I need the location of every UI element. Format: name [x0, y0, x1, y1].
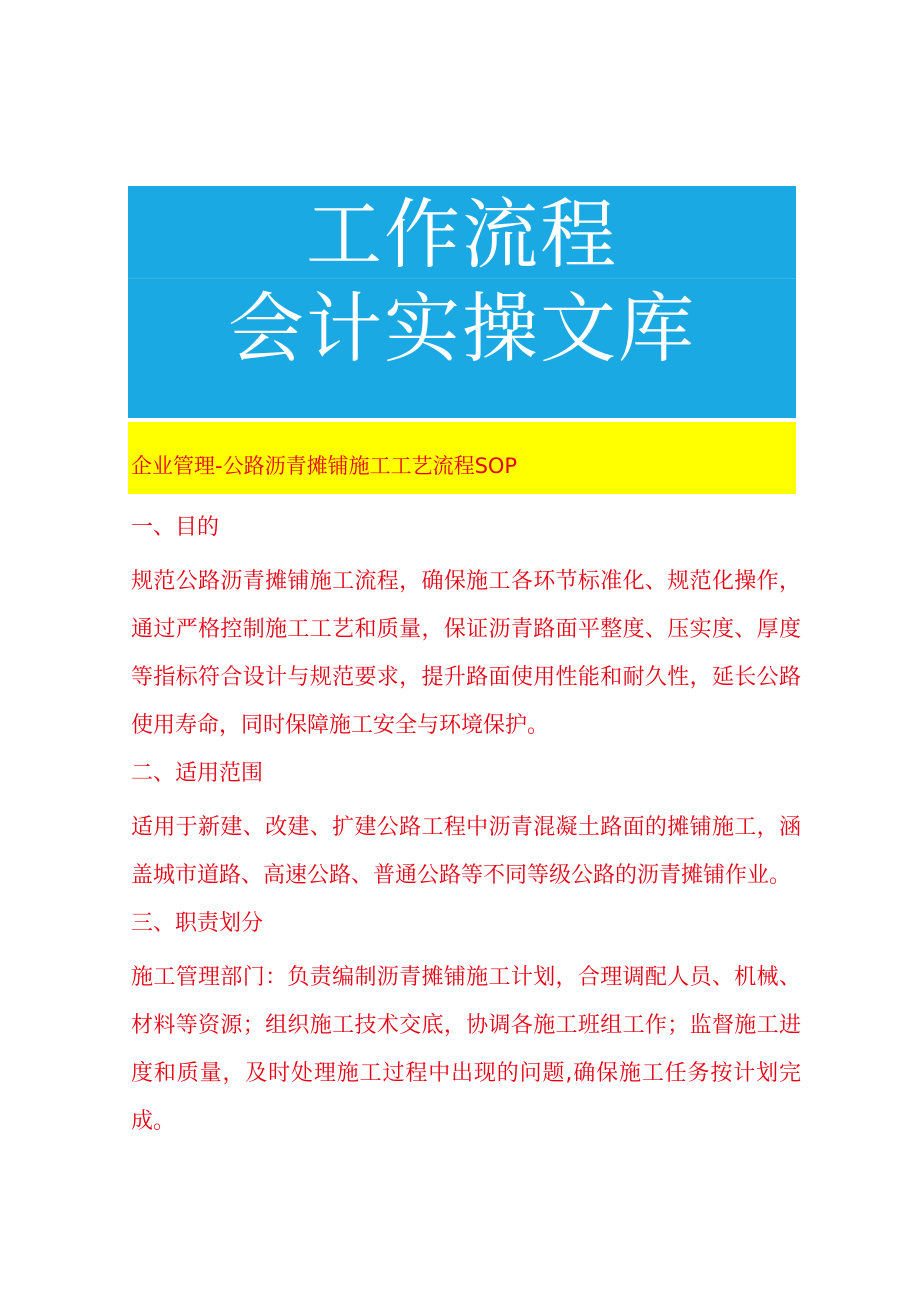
- section-heading-responsibilities: 三、职责划分: [131, 911, 264, 936]
- document-subtitle: 企业管理-公路沥青摊铺施工工艺流程SOP: [131, 454, 518, 478]
- subtitle-bar: [128, 422, 796, 494]
- section-body-responsibilities: 施工管理部门：负责编制沥青摊铺施工计划，合理调配人员、机械、材料等资源；组织施工技术交底，协调各施工班组工作；监督施工进度和质量，及时处理施工过程中出现的问题,确保施工任务按计划完成。: [131, 965, 801, 1134]
- section-body-purpose: 规范公路沥青摊铺施工流程，确保施工各环节标准化、规范化操作，通过严格控制施工工艺和质量，保证沥青路面平整度、压实度、厚度等指标符合设计与规范要求，提升路面使用性能和耐久性，延长公路使用寿命，同时保障施工安全与环境保护。: [131, 569, 801, 738]
- section-heading-purpose: 一、目的: [131, 515, 220, 540]
- title-banner: [128, 186, 796, 418]
- section-body-scope: 适用于新建、改建、扩建公路工程中沥青混凝土路面的摊铺施工，涵盖城市道路、高速公路、普通公路等不同等级公路的沥青摊铺作业。: [131, 815, 801, 888]
- document-body: [131, 508, 801, 1146]
- banner-title-line2: 会计实操文库: [228, 284, 696, 373]
- section-heading-scope: 二、适用范围: [131, 761, 264, 786]
- banner-title-line1: 工作流程: [306, 190, 618, 279]
